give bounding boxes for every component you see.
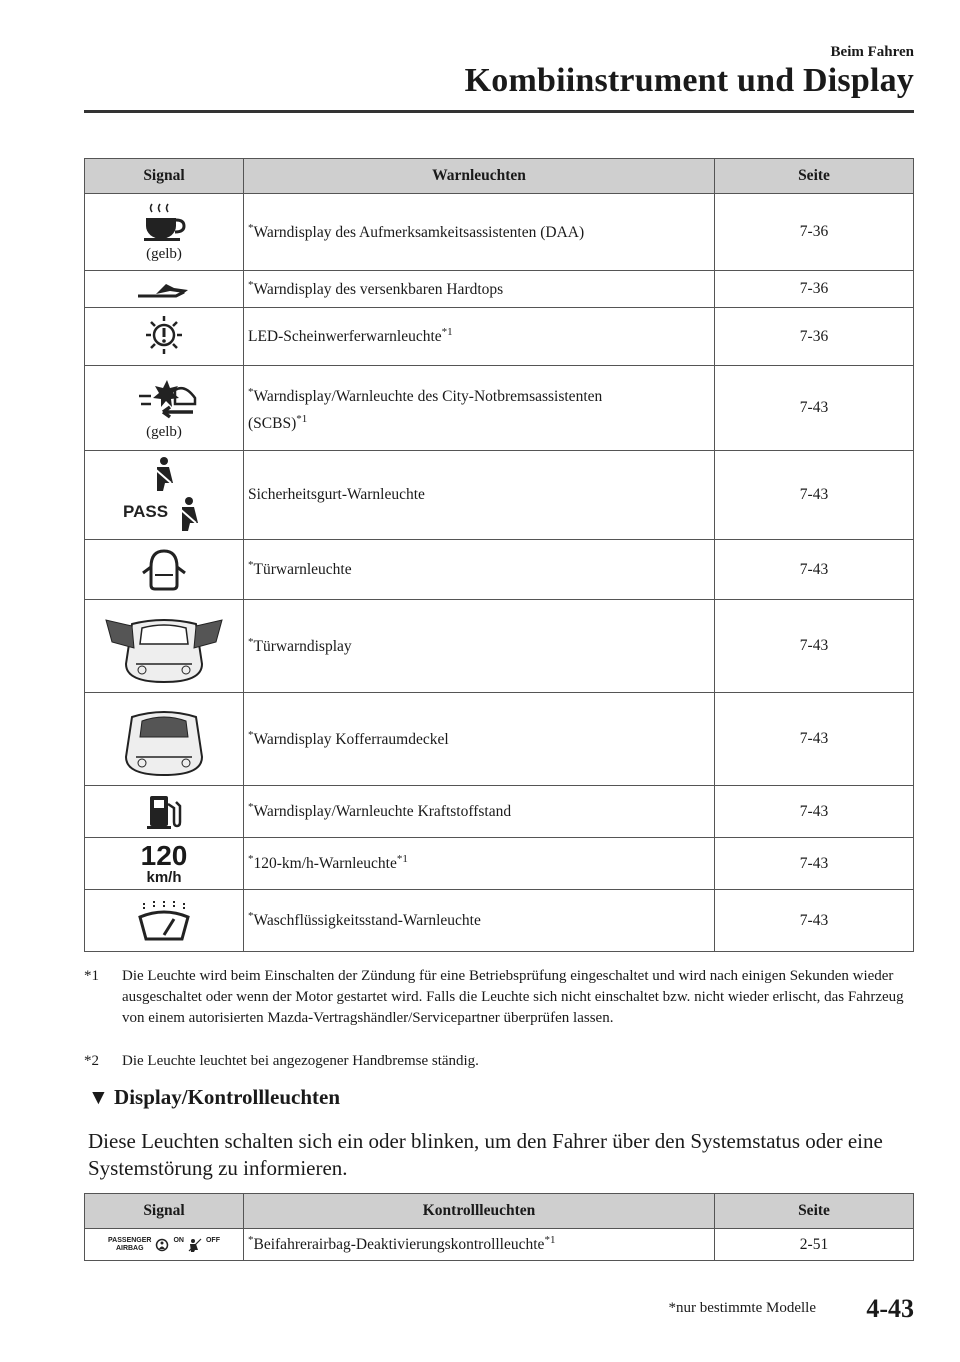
description-cell: *Beifahrerairbag-Deaktivierungskontrollleuchte$^{*1}$ <box>244 1229 715 1261</box>
table-header-row <box>85 1194 914 1229</box>
signal-cell <box>85 600 244 693</box>
car-doors-open-icon <box>102 604 226 688</box>
section-label: Beim Fahren <box>830 44 914 60</box>
color-note: (gelb) <box>146 245 182 262</box>
car-trunk-open-icon <box>114 697 214 781</box>
signal-cell <box>85 451 244 540</box>
footnote: *1 Die Leuchte wird beim Einschalten der Zündung für eine Betriebsprüfung eingeschaltet und wird nach einigen Sekunden wieder ausgeschaltet oder wenn der Motor gestartet wird. Falls die Leuchte sich nicht einschaltet bzw. nicht wieder erlischt, das Fahrzeug von einem autorisierten Mazda-Vertragshändler/Servicepartner überprüfen lassen. <box>84 968 904 1026</box>
signal-cell <box>85 838 244 890</box>
page-cell: 2-51 <box>715 1229 914 1261</box>
passenger-airbag-off-icon: PASSENGER AIRBAG ON OFF <box>108 1236 220 1252</box>
table-row <box>85 366 914 451</box>
pass-label: PASS <box>123 502 169 521</box>
warning-lights-table <box>84 158 914 952</box>
signal-cell <box>85 693 244 786</box>
page-cell: 7-43 <box>715 451 914 540</box>
col-page-header: Seite <box>715 1194 914 1229</box>
page-cell: 7-36 <box>715 308 914 366</box>
signal-cell <box>85 786 244 838</box>
page-cell: 7-43 <box>715 600 914 693</box>
page-cell: 7-43 <box>715 366 914 451</box>
table-row <box>85 308 914 366</box>
description-cell: *Warndisplay des Aufmerksamkeitsassistenten (DAA) <box>244 194 715 271</box>
page-cell: 7-43 <box>715 693 914 786</box>
header-divider <box>84 110 914 113</box>
signal-cell <box>85 540 244 600</box>
table-row <box>85 693 914 786</box>
col-signal-header: Signal <box>85 1194 244 1229</box>
fuel-pump-icon <box>144 792 184 832</box>
table-row <box>85 890 914 952</box>
description-cell: *Warndisplay/Warnleuchte Kraftstoffstand <box>244 786 715 838</box>
city-brake-icon <box>129 376 199 422</box>
signal-cell <box>85 308 244 366</box>
col-desc-header: Kontrollleuchten <box>244 1194 715 1229</box>
triangle-marker-icon: ▼ <box>88 1085 109 1109</box>
signal-cell <box>85 890 244 952</box>
footer-note: *nur bestimmte Modelle <box>668 1300 816 1316</box>
page-cell: 7-43 <box>715 838 914 890</box>
description-cell: Sicherheitsgurt-Warnleuchte <box>244 451 715 540</box>
col-signal-header: Signal <box>85 159 244 194</box>
airbag-off-icon <box>188 1238 202 1252</box>
washer-fluid-icon <box>136 899 192 943</box>
footnote: *2 Die Leuchte leuchtet bei angezogener Handbremse ständig. <box>84 1053 479 1069</box>
description-cell: *Warndisplay des versenkbaren Hardtops <box>244 271 715 308</box>
signal-cell <box>85 194 244 271</box>
col-desc-header: Warnleuchten <box>244 159 715 194</box>
retractable-hardtop-icon <box>134 278 194 300</box>
description-cell: *Waschflüssigkeitsstand-Warnleuchte <box>244 890 715 952</box>
color-note: (gelb) <box>146 423 182 440</box>
description-cell: *Warndisplay Kofferraumdeckel <box>244 693 715 786</box>
description-cell: *Türwarndisplay <box>244 600 715 693</box>
page-cell: 7-43 <box>715 540 914 600</box>
signal-cell <box>85 1229 244 1261</box>
description-cell: *Warndisplay/Warnleuchte des City-Notbremsassistenten (SCBS)$^{*1}$ <box>244 366 715 451</box>
seatbelt-icon <box>119 455 209 535</box>
table-row <box>85 451 914 540</box>
table-row <box>85 600 914 693</box>
table-row <box>85 1229 914 1261</box>
description-cell: *120-km/h-Warnleuchte$^{*1}$ <box>244 838 715 890</box>
page-cell: 7-36 <box>715 271 914 308</box>
table-header-row <box>85 159 914 194</box>
col-page-header: Seite <box>715 159 914 194</box>
signal-cell <box>85 271 244 308</box>
speed-120-icon: 120 km/h <box>140 840 188 886</box>
description-cell: LED-Scheinwerferwarnleuchte$^{*1}$ <box>244 308 715 366</box>
indicator-lights-table <box>84 1193 914 1261</box>
page-title: Kombiinstrument und Display <box>464 62 914 99</box>
intro-paragraph: Diese Leuchten schalten sich ein oder blinken, um den Fahrer über den Systemstatus oder eine Systemstörung zu informieren. <box>88 1129 883 1180</box>
section-heading: ▼ Display/Kontrollleuchten <box>88 1085 341 1109</box>
table-row <box>85 786 914 838</box>
page-number: 4-43 <box>866 1294 914 1323</box>
coffee-cup-icon <box>140 202 188 244</box>
description-cell: *Türwarnleuchte <box>244 540 715 600</box>
table-row <box>85 271 914 308</box>
page-cell: 7-36 <box>715 194 914 271</box>
door-ajar-icon <box>139 547 189 593</box>
table-row <box>85 194 914 271</box>
airbag-on-icon <box>155 1238 169 1252</box>
page-cell: 7-43 <box>715 786 914 838</box>
page-cell: 7-43 <box>715 890 914 952</box>
table-row <box>85 838 914 890</box>
table-row <box>85 540 914 600</box>
signal-cell <box>85 366 244 451</box>
led-headlight-icon <box>140 314 188 360</box>
